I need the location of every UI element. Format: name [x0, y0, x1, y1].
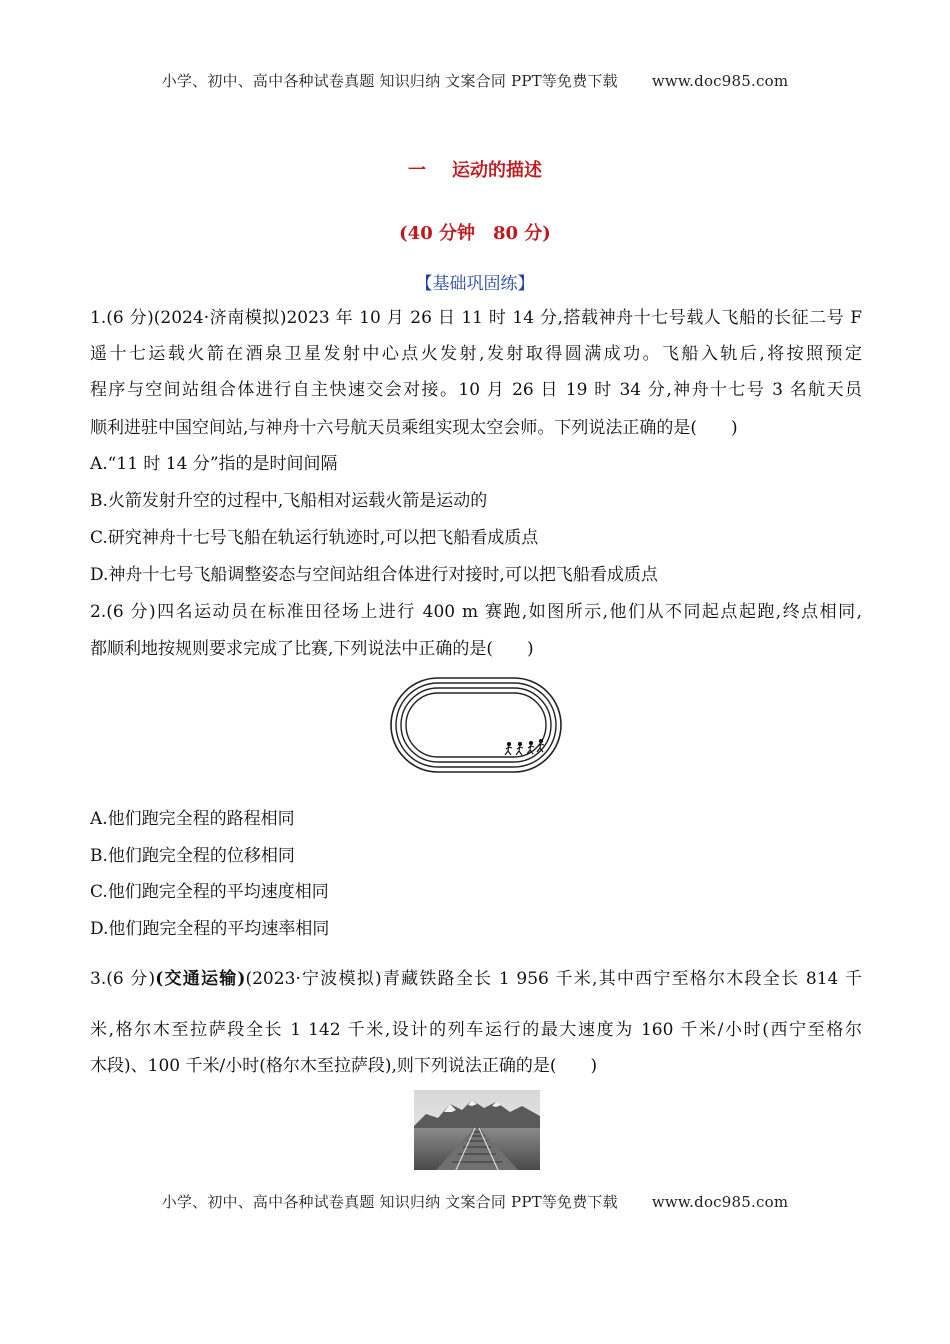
- q1-option-a: A.“11 时 14 分”指的是时间间隔: [90, 454, 338, 474]
- q2-line-2: 都顺利地按规则要求完成了比赛,下列说法中正确的是( ): [90, 639, 534, 659]
- header-url: www.doc985.com: [651, 72, 789, 90]
- q1-line-4: 顺利进驻中国空间站,与神舟十六号航天员乘组实现太空会师。下列说法正确的是( ): [90, 418, 738, 438]
- q2-line-1: 2.(6 分)四名运动员在标准田径场上进行 400 m 赛跑,如图所示,他们从不同起点起跑,终点相同,: [90, 602, 862, 622]
- q1-line-3: 程序与空间站组合体进行自主快速交会对接。10 月 26 日 19 时 34 分,神舟十七号 3 名航天员: [90, 380, 862, 400]
- q2-option-b: B.他们跑完全程的位移相同: [90, 846, 295, 866]
- q3-line-1-rest: (2023·宁波模拟)青藏铁路全长 1 956 千米,其中西宁至格尔木段全长 814 千: [245, 969, 862, 989]
- running-track-figure: [388, 675, 564, 775]
- header-text: 小学、初中、高中各种试卷真题 知识归纳 文案合同 PPT等免费下载: [161, 72, 618, 90]
- q3-prefix: 3.(6 分): [90, 969, 156, 989]
- track-lane-4: [406, 693, 546, 757]
- railway-photo: [414, 1090, 540, 1170]
- runner-1: [505, 742, 512, 755]
- track-lane-3: [401, 688, 551, 762]
- section-label: 【基础巩固练】: [415, 274, 535, 294]
- chapter-title: [0, 156, 950, 182]
- q3-line-2: 米,格尔木至拉萨段全长 1 142 千米,设计的列车运行的最大速度为 160 千米/小时(西宁至格尔: [90, 1020, 862, 1040]
- footer-text: 小学、初中、高中各种试卷真题 知识归纳 文案合同 PPT等免费下载: [161, 1193, 618, 1211]
- q1-option-d: D.神舟十七号飞船调整姿态与空间站组合体进行对接时,可以把飞船看成质点: [90, 565, 658, 585]
- runner-2: [516, 742, 523, 755]
- q2-option-d: D.他们跑完全程的平均速率相同: [90, 919, 330, 939]
- q3-line-1: [90, 967, 862, 991]
- q3-line-3: 木段)、100 千米/小时(格尔木至拉萨段),则下列说法正确的是( ): [90, 1056, 598, 1076]
- q1-option-c: C.研究神舟十七号飞船在轨运行轨迹时,可以把飞船看成质点: [90, 528, 539, 548]
- q1-line-1: 1.(6 分)(2024·济南模拟)2023 年 10 月 26 日 11 时 14 分,搭载神舟十七号载人飞船的长征二号 F: [90, 308, 862, 328]
- q3-topic-tag: (交通运输): [155, 969, 246, 989]
- page-header: [0, 70, 950, 91]
- track-lane-1: [391, 678, 561, 772]
- page-footer: [0, 1191, 950, 1212]
- chapter-number: 一: [408, 160, 426, 181]
- q2-option-c: C.他们跑完全程的平均速度相同: [90, 882, 329, 902]
- track-lane-2: [396, 683, 556, 767]
- footer-url: www.doc985.com: [651, 1193, 789, 1211]
- q1-option-b: B.火箭发射升空的过程中,飞船相对运载火箭是运动的: [90, 491, 488, 511]
- q2-option-a: A.他们跑完全程的路程相同: [90, 809, 295, 829]
- chapter-name: 运动的描述: [452, 160, 542, 181]
- time-score: (40 分钟 80 分): [399, 223, 551, 244]
- q1-line-2: 遥十七运载火箭在酒泉卫星发射中心点火发射,发射取得圆满成功。飞船入轨后,将按照预定: [90, 344, 862, 364]
